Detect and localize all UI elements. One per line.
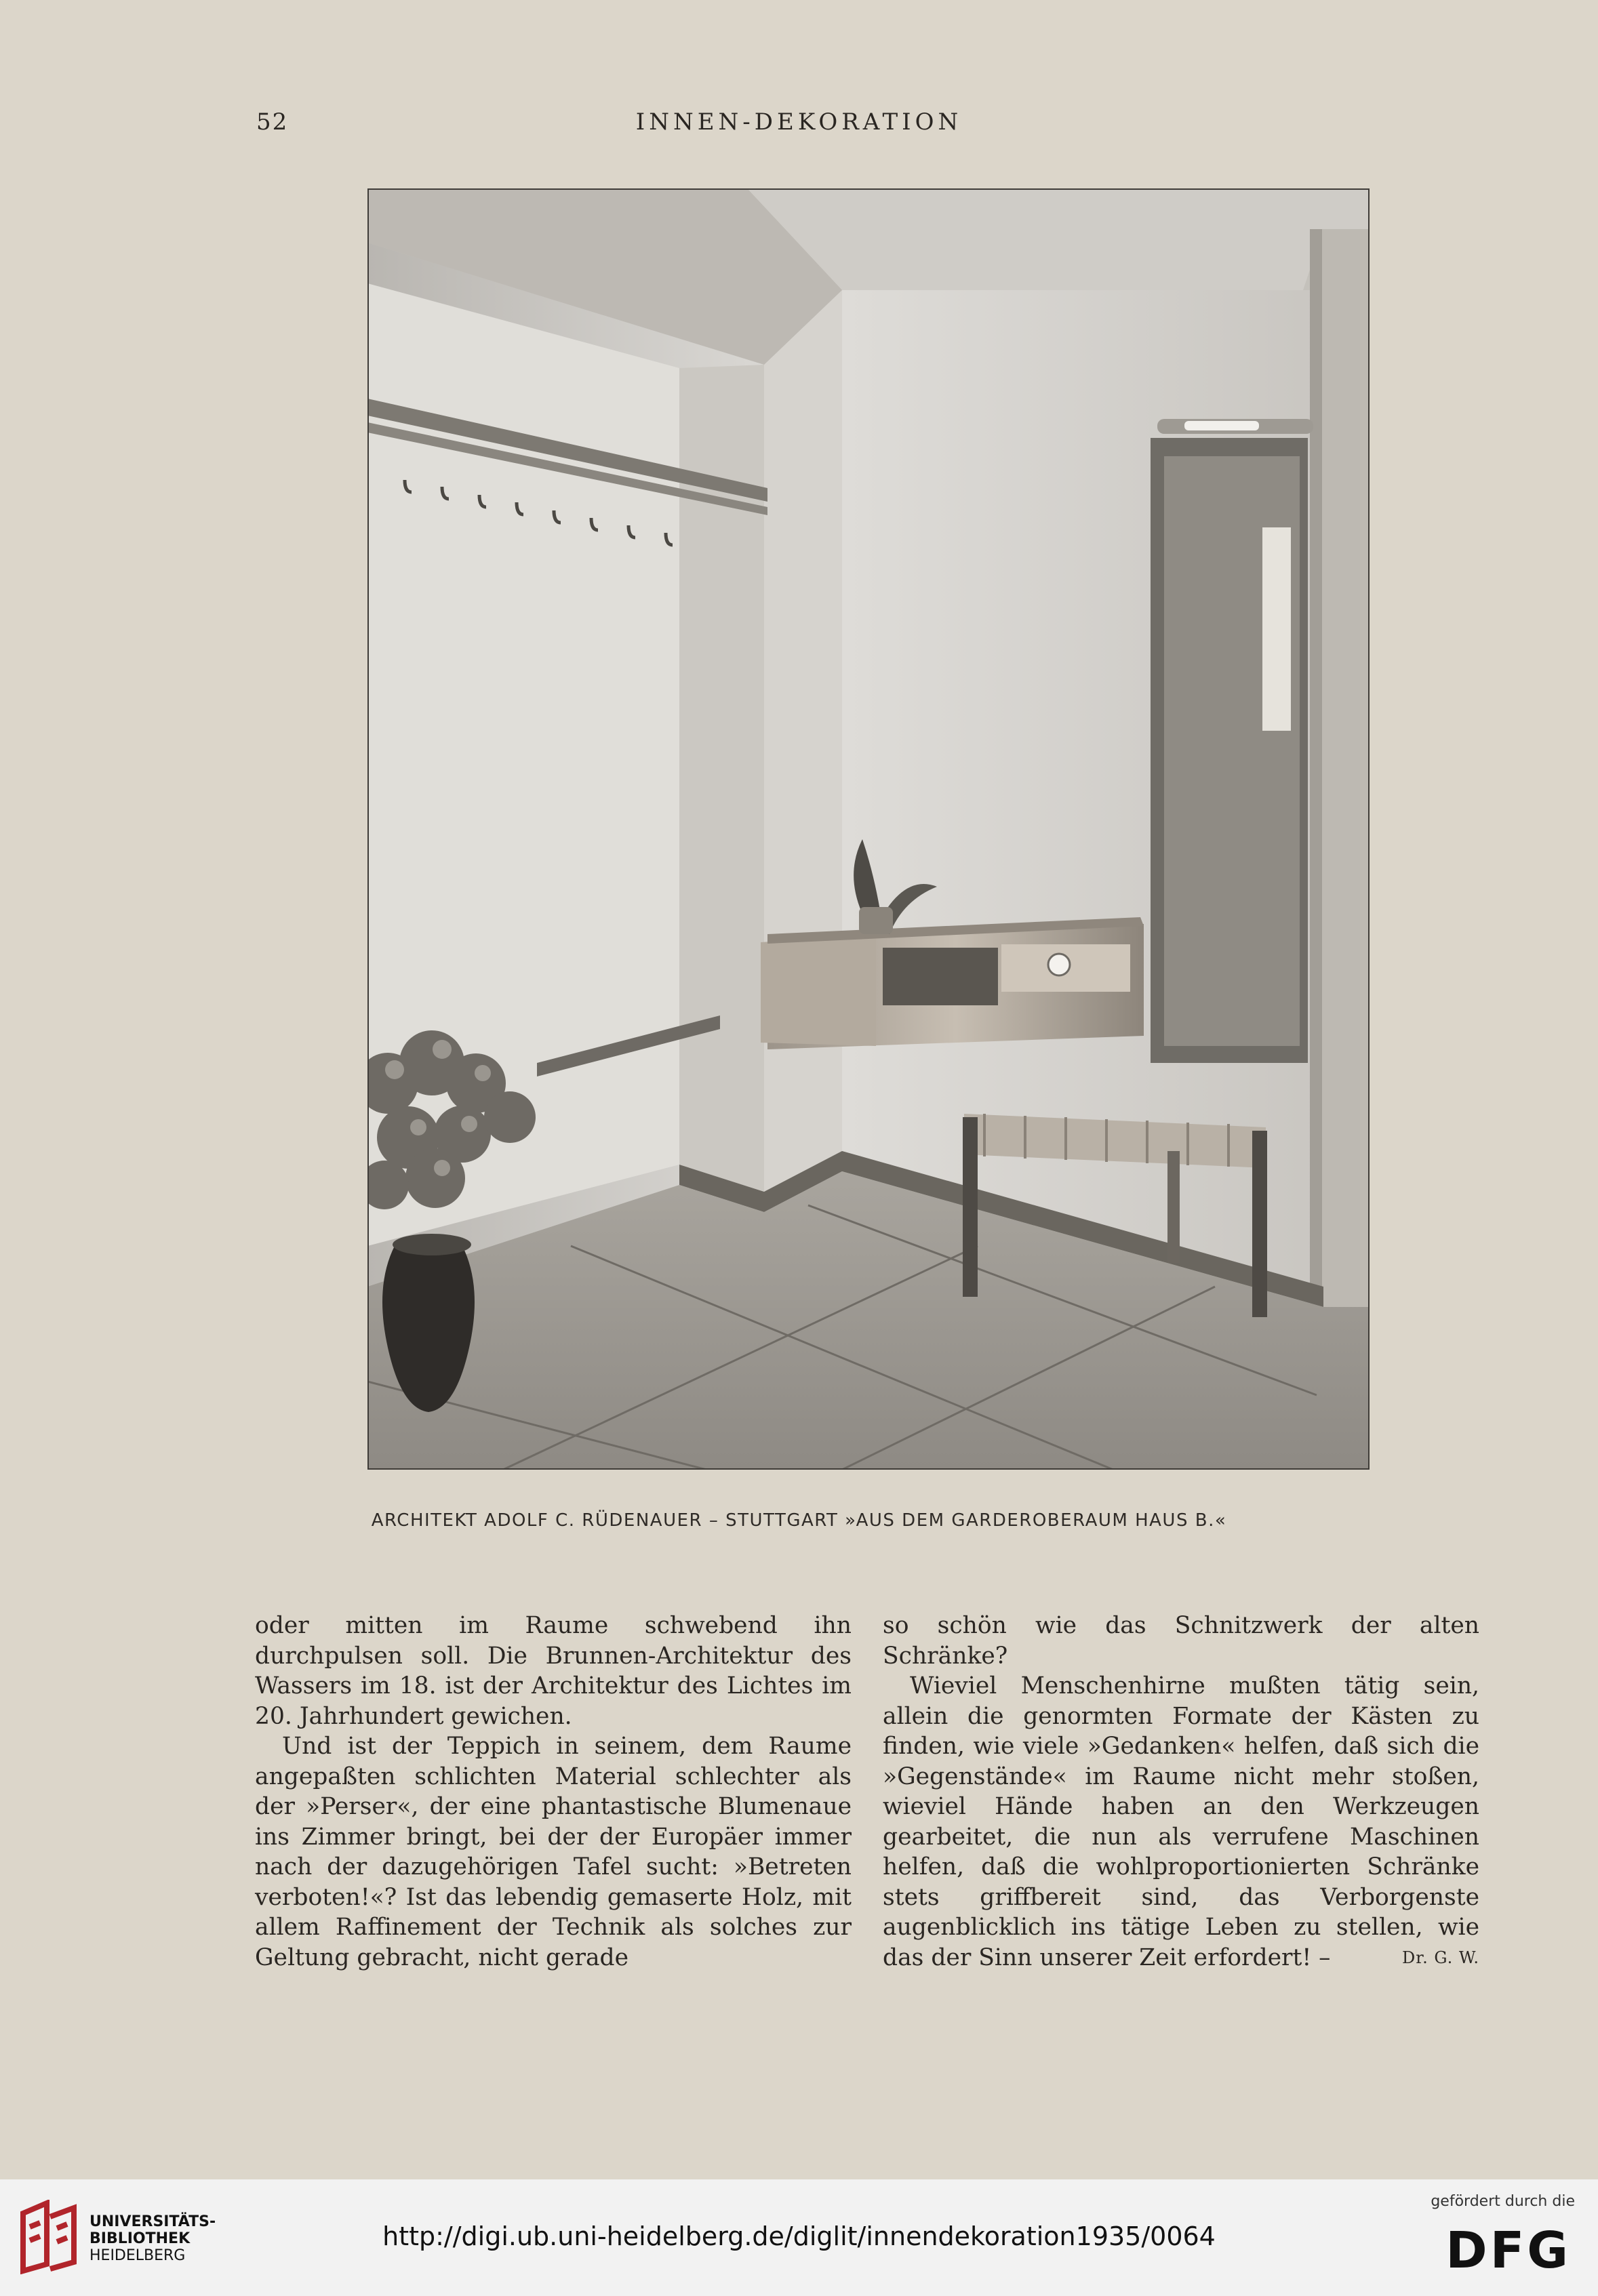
library-name-line: HEIDELBERG [89,2247,186,2264]
library-name-line: UNIVERSITÄTS- [89,2213,216,2230]
paragraph: oder mitten im Raume schwebend ihn durchpulsen soll. Die Brunnen-Architektur des Wassers im 18. ist der Architektur des Lichtes im 20. Jahrhundert gewichen. [255,1612,852,1730]
text-column-left [255,1611,852,1973]
interior-photograph [367,188,1370,1470]
text-column-right [883,1611,1479,1973]
dfg-logo: DFG [1445,2221,1571,2280]
funding-note: gefördert durch die [1431,2193,1575,2210]
author-signature: Dr. G. W. [1401,1948,1479,1967]
page-number: 52 [256,108,289,136]
paragraph: so schön wie das Schnitzwerk der alten Schränke? [883,1612,1479,1670]
paragraph-text: Wieviel Menschenhirne mußten tätig sein, allein die genormten Formate der Kästen zu finden, wie viele »Gedanken« helfen, daß sich die »Gegenstände« im Raume nicht mehr stoßen, wieviel Hände haben an den Werkzeugen gearbeitet, die nun als verrufene Maschinen helfen, daß die wohlproportionierten Schränke stets griffbereit sind, das Verborgenste augenblicklich ins tätige Leben zu stellen, wie das der Sinn unserer Zeit erfordert! – [883,1672,1479,1971]
paragraph [883,1671,1479,1973]
source-url-link[interactable]: http://digi.ub.uni-heidelberg.de/diglit/innendekoration1935/0064 [382,2221,1216,2251]
paragraph: Und ist der Teppich in seinem, dem Raume angepaßten schlichten Material schlechter als der »Perser«, der eine phantastische Blumenaue ins Zimmer bringt, bei der der Europäer immer nach der dazugehörigen Tafel sucht: »Betreten verboten!«? Ist das lebendig gemaserte Holz, mit allem Raffinement der Technik als solches zur Geltung gebracht, nicht gerade [255,1733,852,1971]
figure-caption: ARCHITEKT ADOLF C. RÜDENAUER – STUTTGART »AUS DEM GARDEROBERAUM HAUS B.« [371,1510,1227,1531]
library-name-line: BIBLIOTHEK [89,2230,191,2247]
running-head: INNEN-DEKORATION [635,108,963,136]
footer-bar [0,2179,1598,2296]
